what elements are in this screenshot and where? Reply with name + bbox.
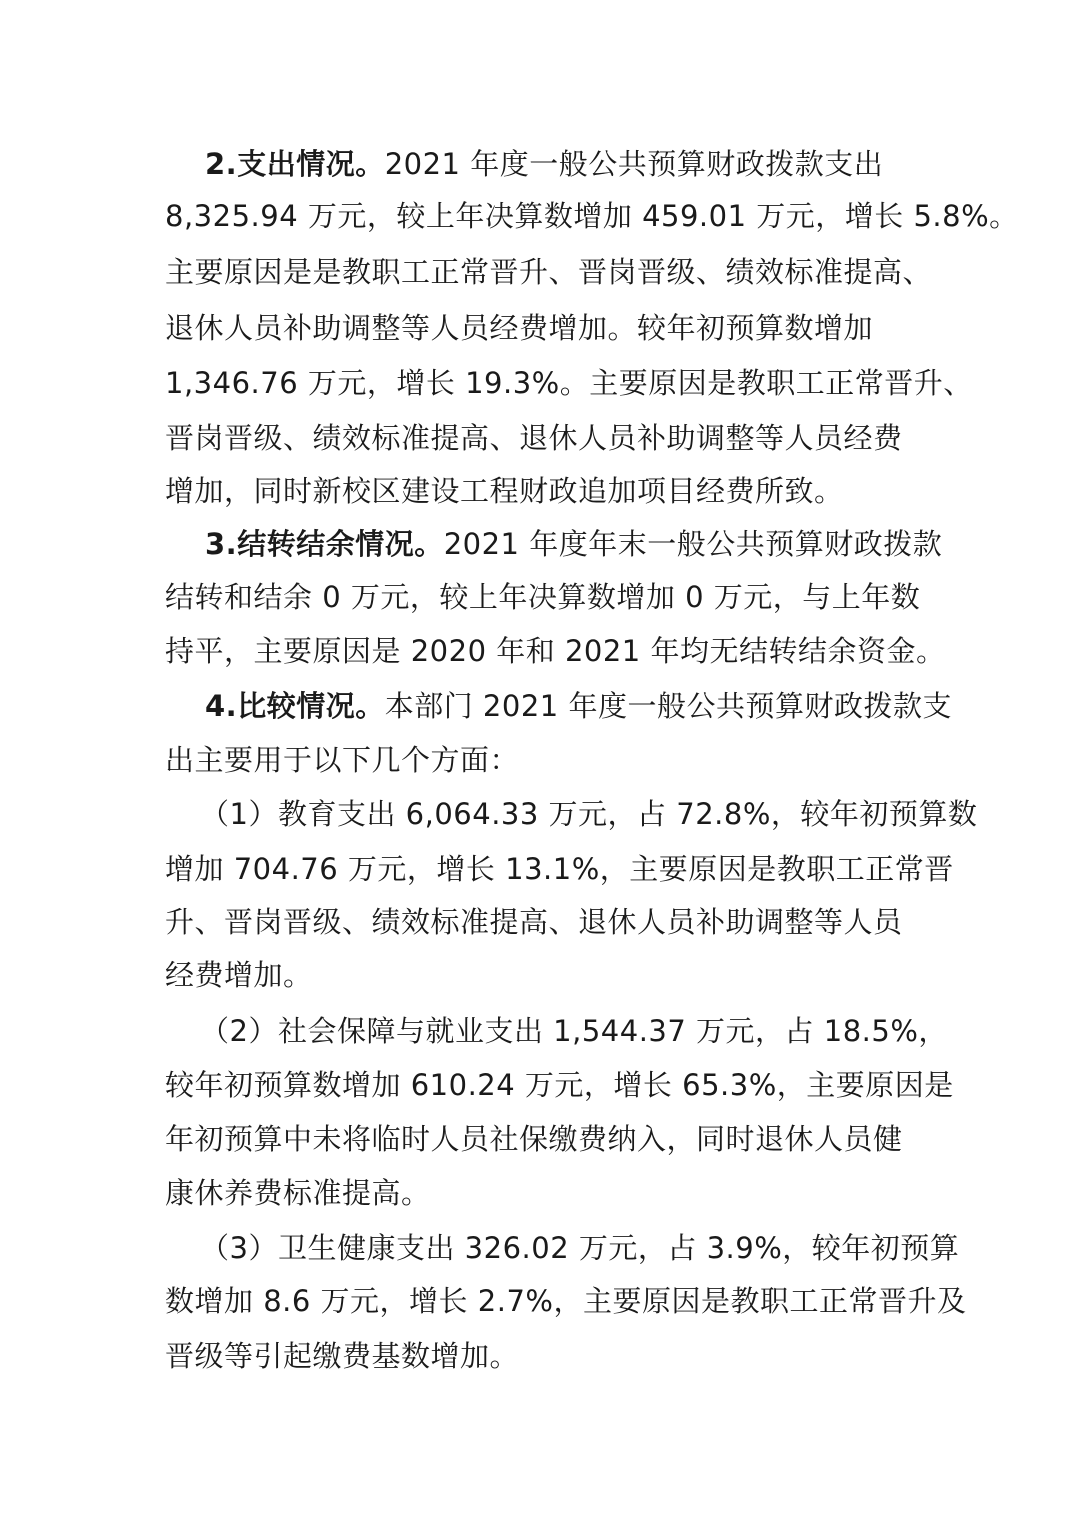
paragraph-3-line-1: 3.结转结余情况。2021 年度年末一般公共预算财政拨款 [205,527,943,561]
paragraph-2-line-6: 晋岗晋级、绩效标准提高、退休人员补助调整等人员经费 [165,421,903,455]
item-1-line-2: 增加 704.76 万元，增长 13.1%，主要原因是教职工正常晋 [165,852,954,886]
paragraph-4-line-1: 4.比较情况。本部门 2021 年度一般公共预算财政拨款支 [205,689,952,723]
section-heading-comparison: 4.比较情况。 [205,689,385,723]
item-1-line-3: 升、晋岗晋级、绩效标准提高、退休人员补助调整等人员 [165,905,903,939]
item-2-line-4: 康休养费标准提高。 [165,1176,431,1210]
paragraph-2-line-4: 退休人员补助调整等人员经费增加。较年初预算数增加 [165,311,874,345]
item-2-line-2: 较年初预算数增加 610.24 万元，增长 65.3%，主要原因是 [165,1068,954,1102]
item-1-line-1: （1）教育支出 6,064.33 万元，占 72.8%，较年初预算数 [200,797,978,831]
paragraph-2-line-2: 8,325.94 万元，较上年决算数增加 459.01 万元，增长 5.8%。 [165,199,1019,233]
item-1-line-4: 经费增加。 [165,958,313,992]
item-2-line-3: 年初预算中未将临时人员社保缴费纳入，同时退休人员健 [165,1122,903,1156]
section-heading-carryover: 3.结转结余情况。 [205,527,444,561]
paragraph-2-line-7: 增加，同时新校区建设工程财政追加项目经费所致。 [165,474,844,508]
paragraph-4-line-2: 出主要用于以下几个方面： [165,743,520,777]
paragraph-2-line-1: 2.支出情况。2021 年度一般公共预算财政拨款支出 [205,147,884,181]
paragraph-2-line-5: 1,346.76 万元，增长 19.3%。主要原因是教职工正常晋升、 [165,366,973,400]
item-2-line-1: （2）社会保障与就业支出 1,544.37 万元，占 18.5%， [200,1014,948,1048]
paragraph-3-line-3: 持平，主要原因是 2020 年和 2021 年均无结转结余资金。 [165,634,946,668]
item-3-line-1: （3）卫生健康支出 326.02 万元，占 3.9%，较年初预算 [200,1231,960,1265]
section-heading-expenditure: 2.支出情况。 [205,147,385,181]
item-3-line-2: 数增加 8.6 万元，增长 2.7%，主要原因是教职工正常晋升及 [165,1284,967,1318]
paragraph-2-line-3: 主要原因是是教职工正常晋升、晋岗晋级、绩效标准提高、 [165,255,933,289]
paragraph-3-line-2: 结转和结余 0 万元，较上年决算数增加 0 万元，与上年数 [165,580,921,614]
item-3-line-3: 晋级等引起缴费基数增加。 [165,1339,520,1373]
